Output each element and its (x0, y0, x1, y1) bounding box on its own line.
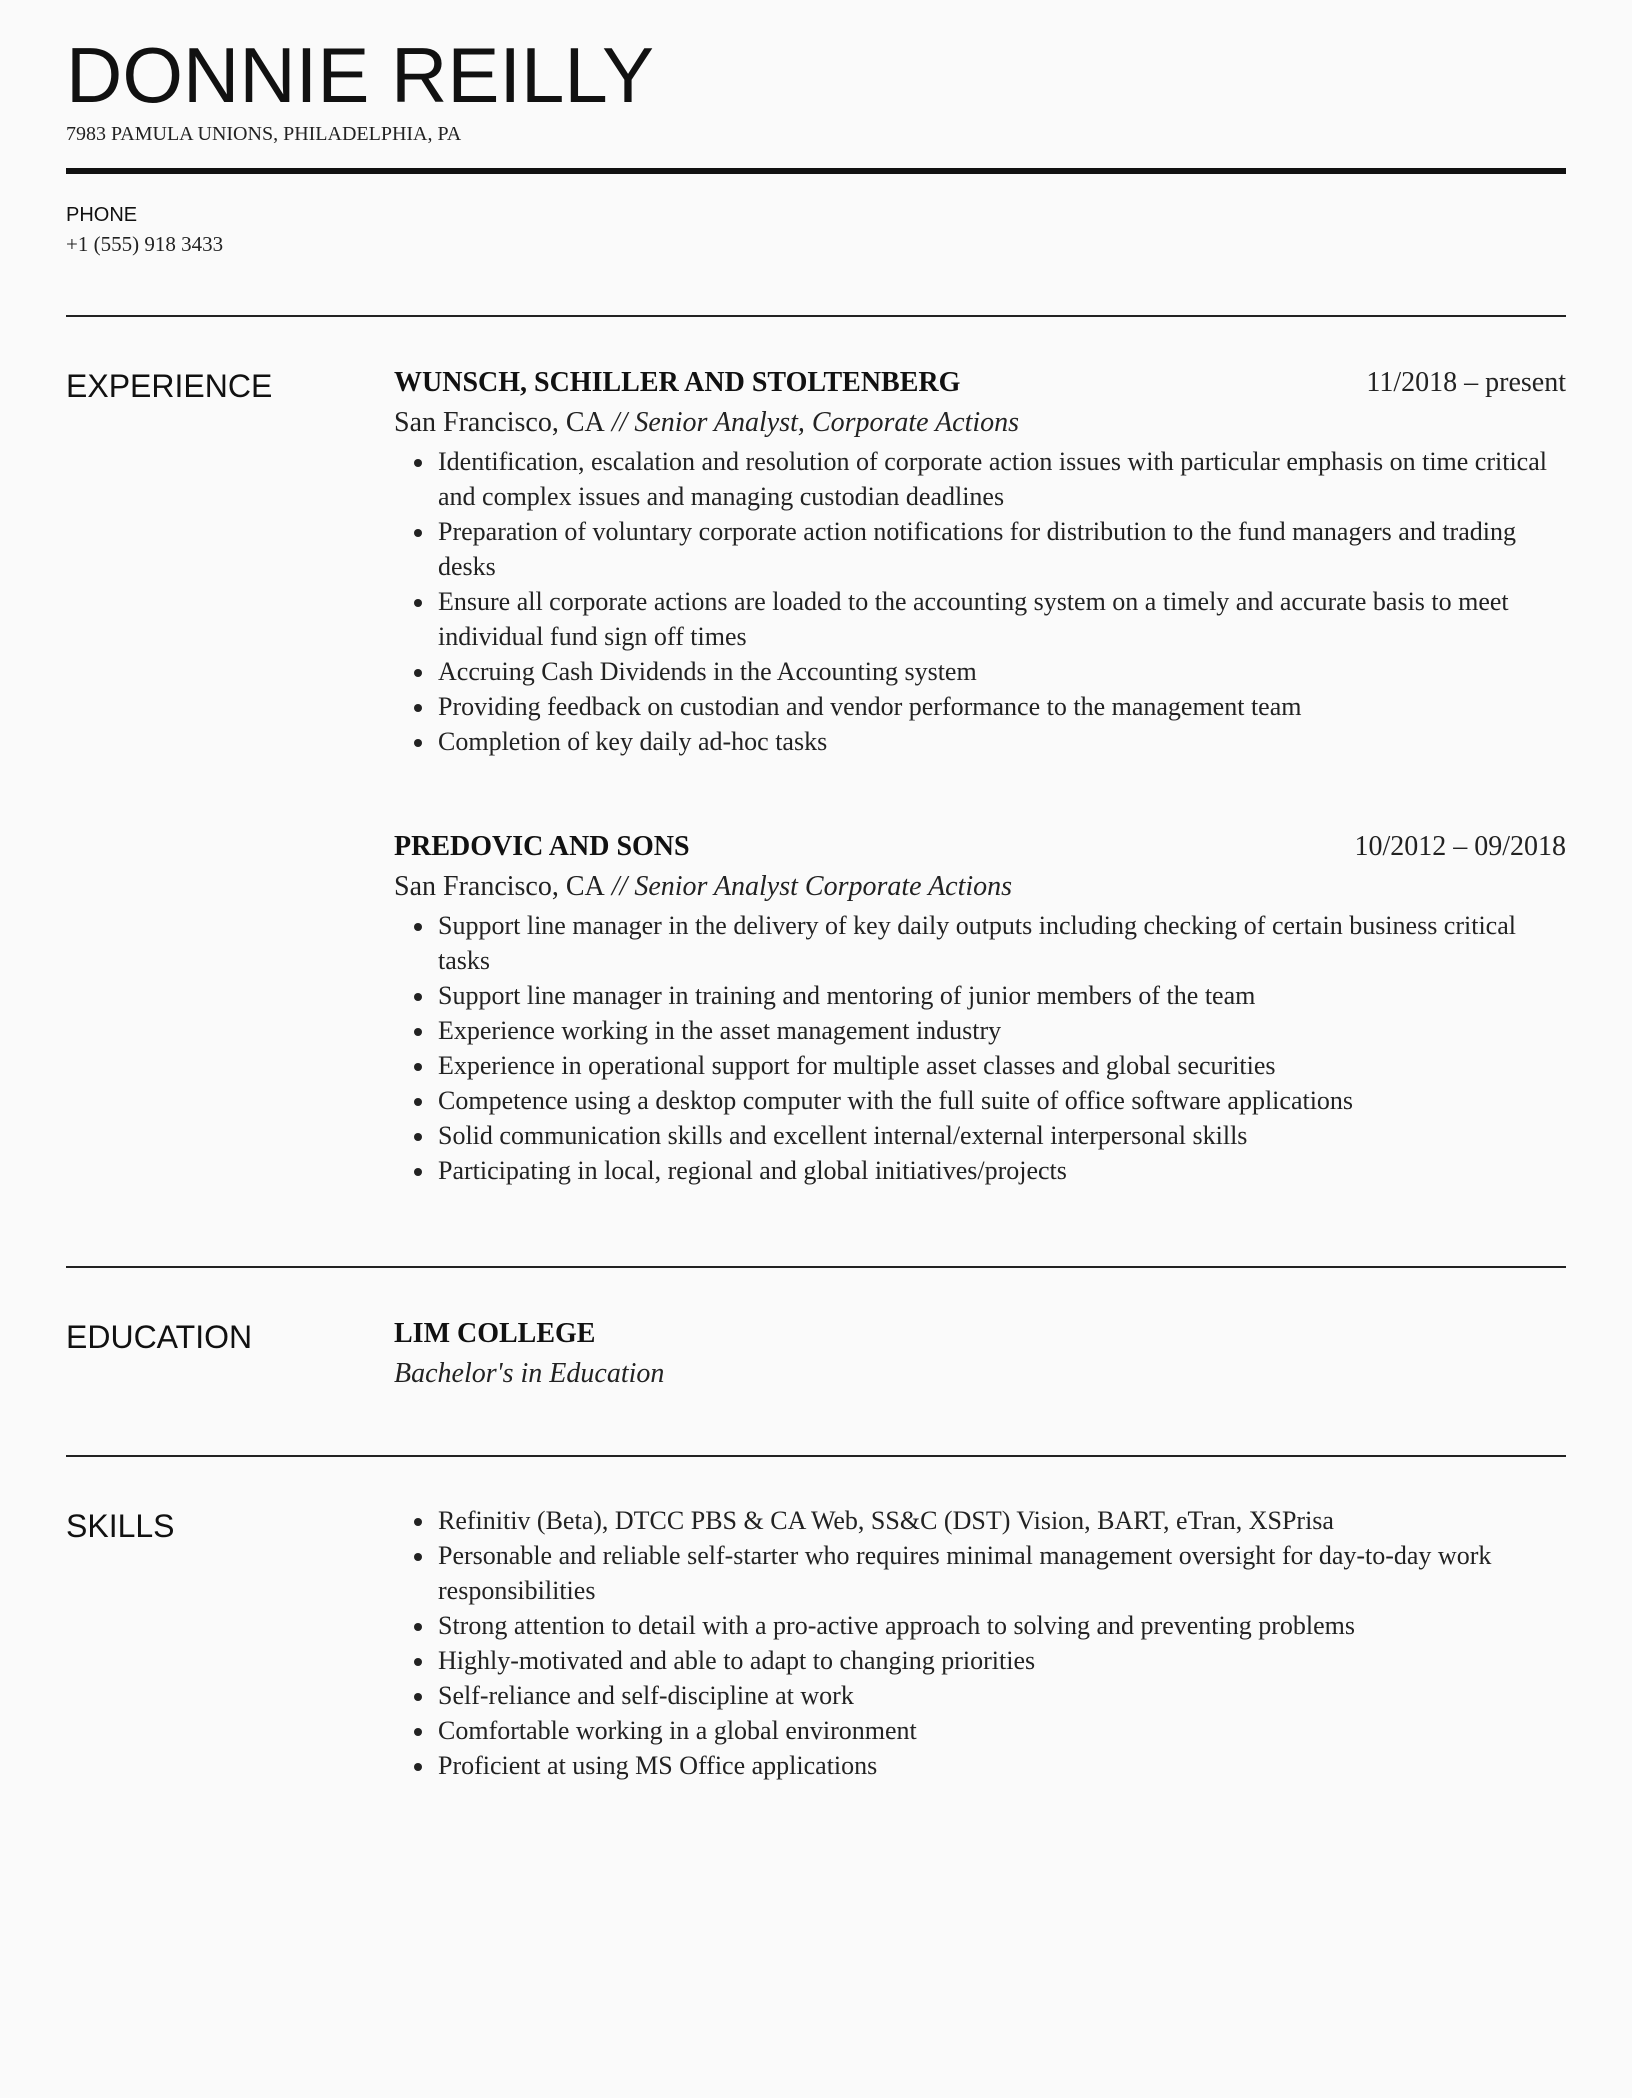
job-separator: // (604, 407, 635, 438)
skill-item: • Strong attention to detail with a pro-active approach to solving and preventing problems (436, 1608, 1566, 1643)
bullet-item: • Providing feedback on custodian and vendor performance to the management team (436, 689, 1566, 724)
bullet-item: • Support line manager in training and mentoring of junior members of the team (436, 978, 1566, 1013)
education-heading: EDUCATION (66, 1319, 253, 1355)
candidate-name: DONNIE REILLY (66, 31, 655, 119)
bullet-item: • Experience in operational support for multiple asset classes and global securities (436, 1048, 1566, 1083)
header-divider (66, 168, 1566, 174)
job-subtitle (394, 403, 1566, 443)
job-entry (394, 363, 1566, 759)
bullet-item: • Completion of key daily ad-hoc tasks (436, 724, 1566, 759)
job-entry (394, 827, 1566, 1188)
skill-item: • Self-reliance and self-discipline at work (436, 1678, 1566, 1713)
skill-item: • Personable and reliable self-starter who requires minimal management oversight for day-to-day work responsibilities (436, 1538, 1566, 1608)
bullet-item: • Ensure all corporate actions are loaded to the accounting system on a timely and accurate basis to meet individual fund sign off times (436, 584, 1566, 654)
job-subtitle (394, 867, 1566, 907)
job-location: San Francisco, CA (394, 407, 605, 438)
bullet-item: • Experience working in the asset management industry (436, 1013, 1566, 1048)
job-role: Senior Analyst, Corporate Actions (634, 407, 1020, 438)
bullet-item: • Support line manager in the delivery of key daily outputs including checking of certain business critical tasks (436, 908, 1566, 978)
job-company: WUNSCH, SCHILLER AND STOLTENBERG (394, 367, 961, 398)
phone-number: +1 (555) 918 3433 (66, 232, 224, 256)
section-divider (66, 1455, 1566, 1457)
phone-label: PHONE (66, 204, 138, 226)
section-divider (66, 315, 1566, 317)
bullet-item: • Solid communication skills and excellent internal/external interpersonal skills (436, 1118, 1566, 1153)
skill-item: • Refinitiv (Beta), DTCC PBS & CA Web, SS&C (DST) Vision, BART, eTran, XSPrisa (436, 1503, 1566, 1538)
skills-list (394, 1503, 1566, 1783)
job-dates: 11/2018 – present (1366, 367, 1566, 398)
candidate-address: 7983 PAMULA UNIONS, PHILADELPHIA, PA (66, 123, 462, 145)
job-bullets (394, 444, 1566, 759)
job-company: PREDOVIC AND SONS (394, 831, 690, 862)
bullet-item: • Identification, escalation and resolution of corporate action issues with particular emphasis on time critical and complex issues and managing custodian deadlines (436, 444, 1566, 514)
bullet-item: • Accruing Cash Dividends in the Accounting system (436, 654, 1566, 689)
bullet-item: • Competence using a desktop computer with the full suite of office software applications (436, 1083, 1566, 1118)
job-separator: // (604, 871, 635, 902)
skills-entry (394, 1503, 1566, 1783)
job-dates: 10/2012 – 09/2018 (1354, 831, 1566, 862)
job-bullets (394, 908, 1566, 1188)
skill-item: • Highly-motivated and able to adapt to changing priorities (436, 1643, 1566, 1678)
experience-heading: EXPERIENCE (66, 368, 273, 404)
job-location: San Francisco, CA (394, 871, 605, 902)
section-divider (66, 1266, 1566, 1268)
education-entry (394, 1314, 1566, 1394)
bullet-item: • Participating in local, regional and global initiatives/projects (436, 1153, 1566, 1188)
skills-heading: SKILLS (66, 1508, 175, 1544)
skill-item: • Comfortable working in a global environment (436, 1713, 1566, 1748)
school-name: LIM COLLEGE (394, 1318, 596, 1349)
job-role: Senior Analyst Corporate Actions (634, 871, 1013, 902)
skill-item: • Proficient at using MS Office applications (436, 1748, 1566, 1783)
bullet-item: • Preparation of voluntary corporate action notifications for distribution to the fund managers and trading desks (436, 514, 1566, 584)
degree: Bachelor's in Education (394, 1358, 665, 1389)
